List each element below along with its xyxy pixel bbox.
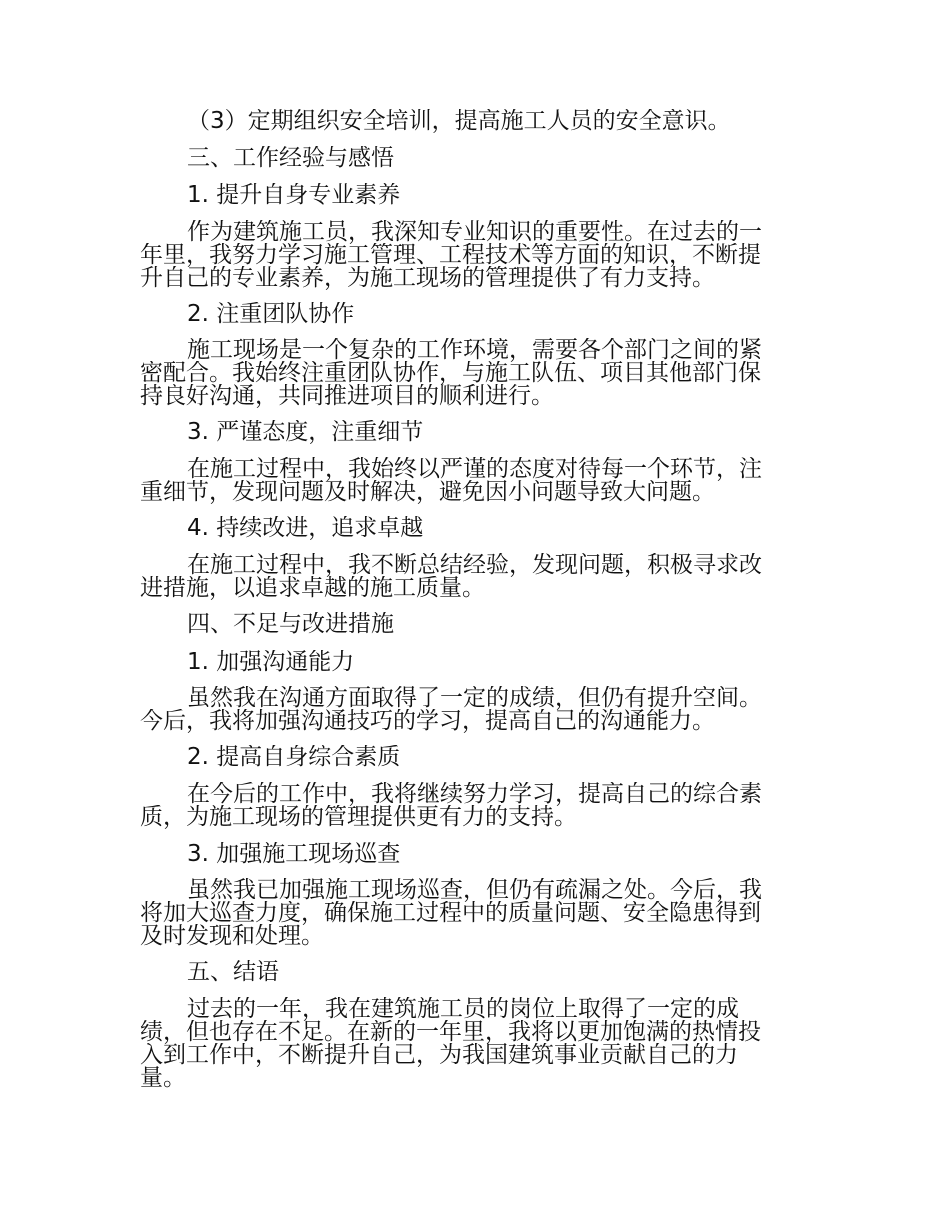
paragraph-line: 过去的一年，我在建筑施工员的岗位上取得了一定的成: [187, 997, 739, 1021]
paragraph-line: 绩，但也存在不足。在新的一年里，我将以更加饱满的热情投: [140, 1020, 761, 1044]
list-item-training: （3）定期组织安全培训，提高施工人员的安全意识。: [187, 109, 731, 133]
paragraph-line: 进措施，以追求卓越的施工质量。: [140, 576, 485, 600]
paragraph-line: 重细节，发现问题及时解决，避免因小问题导致大问题。: [140, 480, 715, 504]
paragraph-line: 在施工过程中，我始终以严谨的态度对待每一个环节，注: [187, 457, 762, 481]
section-heading-conclusion: 五、结语: [187, 960, 279, 984]
paragraph-line: 虽然我在沟通方面取得了一定的成绩，但仍有提升空间。: [187, 686, 762, 710]
paragraph-line: 量。: [140, 1066, 186, 1090]
subheading-quality: 2. 提高自身综合素质: [187, 745, 401, 769]
paragraph-line: 施工现场是一个复杂的工作环境，需要各个部门之间的紧: [187, 338, 762, 362]
paragraph-line: 入到工作中，不断提升自己，为我国建筑事业贡献自己的力: [140, 1043, 738, 1067]
paragraph-line: 年里，我努力学习施工管理、工程技术等方面的知识，不断提: [140, 243, 761, 267]
subheading-inspection: 3. 加强施工现场巡查: [187, 842, 401, 866]
subheading-professional: 1. 提升自身专业素养: [187, 183, 401, 207]
paragraph-line: 将加大巡查力度，确保施工过程中的质量问题、安全隐患得到: [140, 901, 761, 925]
subheading-attitude: 3. 严谨态度，注重细节: [187, 420, 424, 444]
section-heading-experience: 三、工作经验与感悟: [187, 146, 394, 170]
paragraph-line: 密配合。我始终注重团队协作，与施工队伍、项目其他部门保: [140, 361, 761, 385]
paragraph-line: 持良好沟通，共同推进项目的顺利进行。: [140, 384, 554, 408]
subheading-communication: 1. 加强沟通能力: [187, 650, 355, 674]
paragraph-line: 作为建筑施工员，我深知专业知识的重要性。在过去的一: [187, 220, 762, 244]
subheading-improvement: 4. 持续改进，追求卓越: [187, 516, 424, 540]
paragraph-line: 虽然我已加强施工现场巡查，但仍有疏漏之处。今后，我: [187, 878, 762, 902]
paragraph-line: 质，为施工现场的管理提供更有力的支持。: [140, 805, 577, 829]
paragraph-line: 今后，我将加强沟通技巧的学习，提高自己的沟通能力。: [140, 709, 715, 733]
section-heading-shortcomings: 四、不足与改进措施: [187, 612, 394, 636]
paragraph-line: 在施工过程中，我不断总结经验，发现问题，积极寻求改: [187, 553, 762, 577]
subheading-teamwork: 2. 注重团队协作: [187, 302, 355, 326]
paragraph-line: 及时发现和处理。: [140, 924, 324, 948]
paragraph-line: 升自己的专业素养，为施工现场的管理提供了有力支持。: [140, 266, 715, 290]
paragraph-line: 在今后的工作中，我将继续努力学习，提高自己的综合素: [187, 782, 762, 806]
